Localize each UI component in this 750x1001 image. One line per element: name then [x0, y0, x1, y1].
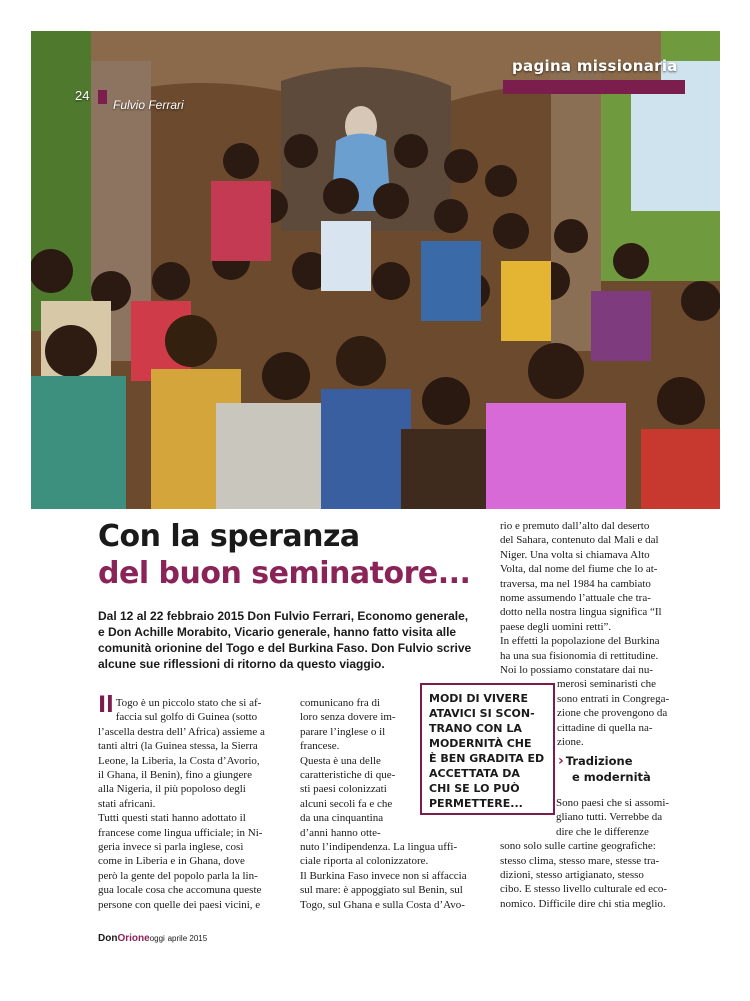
body-line: del Sahara, contenuto dal Mali e dal: [500, 534, 659, 547]
body-line: gliano tutti. Verrebbe da: [556, 811, 663, 824]
body-line: gua locale cosa che accomuna queste: [98, 884, 262, 897]
body-line: il Ghana, il Benin), fino a giungere: [98, 769, 252, 782]
footer-brand-don: Don: [98, 933, 118, 944]
body-line: però la gente del popolo parla la lin-: [98, 869, 258, 882]
subheading: [558, 753, 651, 785]
body-line: l’ascella destra dell’ Africa) assieme a: [98, 725, 265, 738]
author-name: Fulvio Ferrari: [113, 98, 184, 112]
body-line: comunicano fra di: [300, 697, 381, 709]
body-line: alla Nigeria, il più popoloso degli: [98, 783, 246, 796]
body-line: cibo. E stesso livello culturale ed eco-: [500, 883, 668, 896]
subheading-line1: Tradizione: [565, 754, 633, 768]
body-line: rio e premuto dall’alto dal deserto: [500, 520, 650, 532]
lead-line: comunità orionine del Togo e del Burkina Faso. Don Fulvio scrive: [98, 641, 472, 655]
body-line: Tutti questi stati hanno adottato il: [98, 812, 246, 825]
article-title-line1: Con la speranza: [98, 519, 360, 554]
body-line: come in Liberia e in Ghana, dove: [98, 855, 245, 868]
article-title-line2: del buon seminatore...: [98, 556, 471, 591]
author-marker: [98, 90, 107, 104]
body-line: sul mare: è appoggiato sul Benin, sul: [300, 884, 463, 897]
body-line: d’anni hanno otte-: [300, 826, 381, 839]
body-line: stati africani.: [98, 797, 156, 810]
body-line: sono solo sulle cartine geografiche:: [500, 840, 656, 853]
chevron-right-icon: ›: [558, 753, 564, 769]
body-line: alcuni secoli fa e che: [300, 797, 393, 810]
pull-quote-line: È BEN GRADITA ED: [429, 752, 545, 765]
body-line: Sono paesi che si assomi-: [556, 797, 670, 809]
pull-quote-line: PERMETTERE...: [429, 797, 523, 810]
lead-line: e Don Achille Morabito, Vicario generale, hanno fatto visita alle: [98, 625, 457, 639]
body-line: stesso clima, stesso mare, stesse tra-: [500, 854, 660, 867]
footer-date: aprile 2015: [167, 934, 208, 943]
pull-quote-line: ATAVICI SI SCON-: [429, 707, 535, 720]
body-column-3-continued: [500, 796, 695, 911]
body-line: sono entrati in Congrega-: [557, 692, 670, 705]
body-line: dire che le differenze: [556, 825, 649, 838]
section-bar: [503, 80, 685, 94]
page-number: 24: [75, 88, 90, 103]
lead-line: alcune sue riflessioni di ritorno da questo viaggio.: [98, 657, 385, 671]
article-lead: [98, 608, 490, 672]
body-line: Leone, la Liberia, la Costa d’Avorio,: [98, 754, 260, 767]
body-line: paese degli uomini retti”.: [500, 620, 612, 633]
dropcap: Il: [98, 693, 114, 718]
body-line: persone con quelle dei paesi vicini, e: [98, 898, 261, 911]
body-line: Niger. Una volta si chiamava Alto: [500, 548, 650, 561]
body-line: zione.: [557, 736, 584, 749]
body-line: Noi lo possiamo constatare dai nu-: [500, 664, 654, 677]
footer: [98, 933, 207, 944]
section-label: pagina missionaria: [512, 57, 678, 75]
body-line: Questa è una delle: [300, 754, 381, 767]
body-line: sti paesi colonizzati: [300, 783, 387, 796]
body-line: francese come lingua ufficiale; in Ni-: [98, 826, 263, 839]
pull-quote-line: ACCETTATA DA: [429, 767, 520, 780]
body-line: zione che provengono da: [557, 707, 668, 720]
body-line: loro senza dovere im-: [300, 711, 396, 724]
body-column-1: [98, 693, 291, 912]
lead-line: Dal 12 al 22 febbraio 2015 Don Fulvio Ferrari, Economo generale,: [98, 609, 469, 623]
body-line: merosi seminaristi che: [557, 678, 656, 691]
body-line: francese.: [300, 740, 340, 753]
body-line: Il Burkina Faso invece non si affaccia: [300, 869, 467, 882]
body-line: parare l’inglese o il: [300, 725, 386, 738]
body-line: da una cinquantina: [300, 812, 384, 825]
pull-quote-line: CHI SE LO PUÒ: [429, 782, 520, 795]
body-line: Volta, dal nome del fiume che lo at-: [500, 563, 658, 576]
body-line: geria invece si parla inglese, così: [98, 841, 244, 854]
body-line: nomico. Difficile dire chi stia meglio.: [500, 897, 666, 910]
body-line: nome assumendo l’attuale che tra-: [500, 592, 651, 605]
body-line: faccia sul golfo di Guinea (sotto: [115, 711, 258, 724]
body-line: cittadine di quella na-: [557, 721, 653, 734]
footer-brand-orione: Orione: [117, 933, 150, 944]
body-line: Togo è un piccolo stato che si af-: [115, 697, 262, 709]
body-line: traversa, ma nel 1984 ha cambiato: [500, 577, 651, 590]
body-line: ha una sua fisionomia di rettitudine.: [500, 649, 659, 662]
body-line: Togo, sul Ghana e sulla Costa d’Avo-: [300, 898, 465, 911]
subheading-line2: e modernità: [572, 770, 651, 784]
body-line: caratteristiche di que-: [300, 769, 396, 782]
pull-quote-line: MODERNITÀ CHE: [429, 737, 532, 750]
body-line: dotto nella nostra lingua significa “Il: [500, 606, 662, 619]
body-line: tanti altri (la Guinea stessa, la Sierra: [98, 740, 258, 753]
body-line: dizioni, stesso artigianato, stesso: [500, 869, 644, 882]
body-line: nuto l’indipendenza. La lingua uffi-: [300, 841, 458, 854]
pull-quote-line: TRANO CON LA: [429, 722, 522, 735]
pull-quote-line: MODI DI VIVERE: [429, 692, 529, 705]
body-line: ciale riporta al colonizzatore.: [300, 855, 429, 868]
body-line: In effetti la popolazione del Burkina: [500, 635, 660, 648]
footer-brand-oggi: oggi: [149, 934, 165, 943]
